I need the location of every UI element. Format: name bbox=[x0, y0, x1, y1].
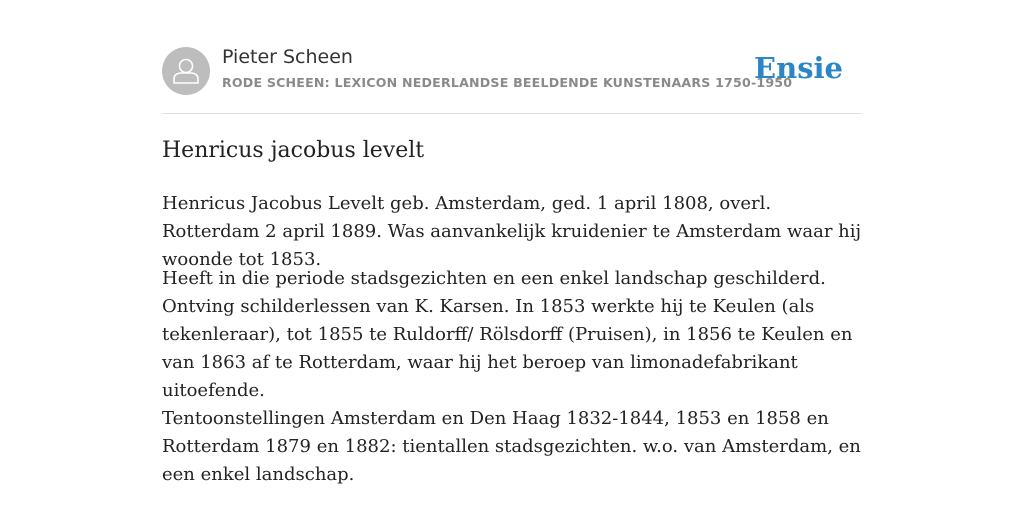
user-icon bbox=[162, 47, 210, 95]
author-avatar[interactable] bbox=[162, 47, 210, 95]
source-title[interactable]: RODE SCHEEN: LEXICON NEDERLANDSE BEELDENDE KUNSTENAARS 1750-1950 bbox=[222, 75, 793, 90]
article-paragraph: Tentoonstellingen Amsterdam en Den Haag 1832-1844, 1853 en 1858 en Rotterdam 1879 en 1882: tientallen stadsgezichten. w.o. van Amsterdam, en een enkel landschap. bbox=[162, 408, 861, 485]
ensie-logo[interactable]: Ensie bbox=[754, 51, 843, 85]
article-paragraph: Heeft in die periode stadsgezichten en een enkel landschap geschilderd. Ontving schilderlessen van K. Karsen. In 1853 werkte hij te Keulen (als tekenleraar), tot 1855 te Ruldorff/ Rölsdorff (Pruisen), in 1856 te Keulen en van 1863 af te Rotterdam, waar hij het beroep van limonadefabrikant uitoefende. bbox=[162, 268, 853, 401]
article-paragraph: Henricus Jacobus Levelt geb. Amsterdam, ged. 1 april 1808, overl. Rotterdam 2 april 1889. Was aanvankelijk kruidenier te Amsterdam waar hij woonde tot 1853. bbox=[162, 193, 862, 270]
article-title: Henricus jacobus levelt bbox=[162, 138, 425, 163]
article-header bbox=[162, 46, 862, 96]
author-name[interactable]: Pieter Scheen bbox=[222, 46, 353, 68]
header-divider bbox=[162, 113, 862, 114]
